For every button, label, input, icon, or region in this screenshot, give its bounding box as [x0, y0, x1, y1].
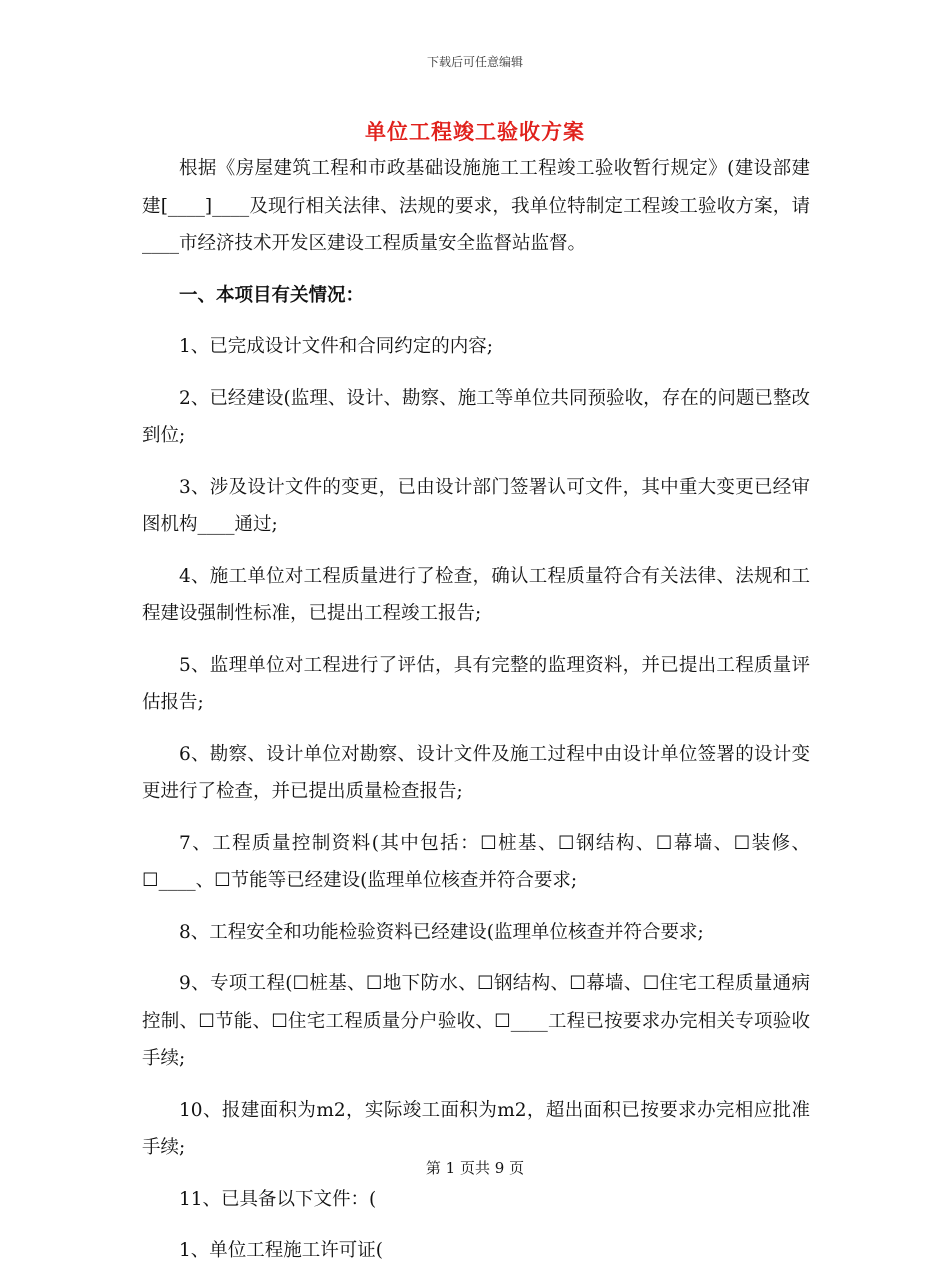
list-item: 9、专项工程(☐桩基、☐地下防水、☐钢结构、☐幕墙、☐住宅工程质量通病控制、☐节能、☐住宅工程质量分户验收、☐____工程已按要求办完相关专项验收手续;	[142, 973, 810, 1069]
list-item: 6、勘察、设计单位对勘察、设计文件及施工过程中由设计单位签署的设计变更进行了检查，并已提出质量检查报告;	[142, 743, 810, 802]
list-item: 1、单位工程施工许可证(	[179, 1240, 383, 1261]
list-item: 5、监理单位对工程进行了评估，具有完整的监理资料，并已提出工程质量评估报告;	[142, 654, 810, 713]
list-item: 10、报建面积为m2，实际竣工面积为m2，超出面积已按要求办完相应批准手续;	[142, 1099, 810, 1158]
list-item: 1、已完成设计文件和合同约定的内容;	[179, 336, 494, 357]
list-item: 3、涉及设计文件的变更，已由设计部门签署认可文件，其中重大变更已经审图机构____通过;	[142, 476, 810, 535]
intro-paragraph: 根据《房屋建筑工程和市政基础设施施工工程竣工验收暂行规定》(建设部建建[____]____及现行相关法律、法规的要求，我单位特制定工程竣工验收方案，请____市经济技术开发区建设工程质量安全监督站监督。	[142, 158, 810, 254]
document-title: 单位工程竣工验收方案	[365, 119, 585, 144]
document-body	[142, 150, 810, 1270]
page-header-note: 下载后可任意编辑	[426, 55, 523, 69]
section-heading: 一、本项目有关情况：	[179, 284, 365, 306]
list-item: 4、施工单位对工程质量进行了检查，确认工程质量符合有关法律、法规和工程建设强制性标准，已提出工程竣工报告;	[142, 565, 810, 624]
list-item: 2、已经建设(监理、设计、勘察、施工等单位共同预验收，存在的问题已整改到位;	[142, 387, 810, 446]
list-item: 8、工程安全和功能检验资料已经建设(监理单位核查并符合要求;	[179, 921, 704, 943]
list-item: 7、工程质量控制资料(其中包括：☐桩基、☐钢结构、☐幕墙、☐装修、☐____、☐节能等已经建设(监理单位核查并符合要求;	[142, 832, 810, 891]
list-item: 11、已具备以下文件：(	[179, 1188, 377, 1210]
page-footer-number: 第 1 页共 9 页	[425, 1159, 525, 1177]
